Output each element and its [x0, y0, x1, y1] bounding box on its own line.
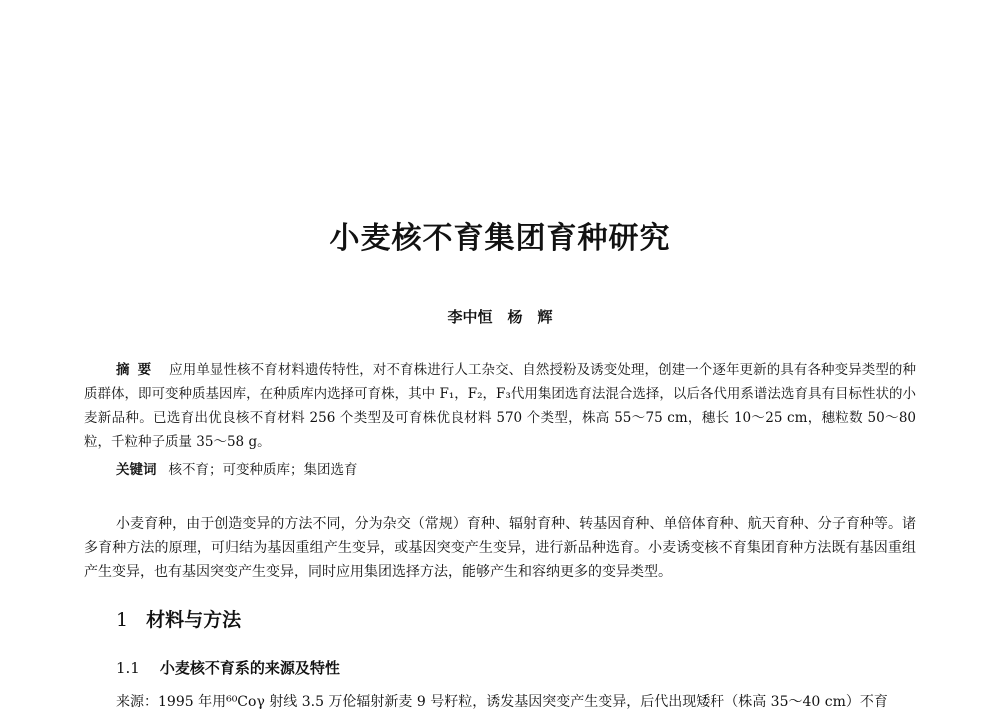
keywords-text: 核不育；可变种质库；集团选育 — [168, 462, 358, 478]
subsection-number: 1.1 — [116, 659, 140, 677]
abstract — [84, 358, 916, 454]
section-heading-1 — [116, 605, 241, 632]
source-paragraph: 来源：1995 年用⁶⁰Coγ 射线 3.5 万伦辐射新麦 9 号籽粒，诱发基因突变产生变异，后代出现矮秆（株高 35～40 cm）不育 — [116, 694, 888, 710]
keywords-label: 关键词 — [116, 462, 157, 478]
intro-paragraph: 小麦育种，由于创造变异的方法不同，分为杂交（常规）育种、辐射育种、转基因育种、单倍体育种、航天育种、分子育种等。诸多育种方法的原理，可归结为基因重组产生变异，或基因突变产生变异，进行新品种选育。小麦诱变核不育集团育种方法既有基因重组产生变异，也有基因突变产生变异，同时应用集团选择方法，能够产生和容纳更多的变异类型。 — [84, 516, 916, 580]
abstract-label: 摘要 — [116, 362, 160, 378]
subsection-heading-1-1 — [116, 657, 340, 678]
section-number: 1 — [116, 609, 129, 631]
paper-title: 小麦核不育集团育种研究 — [329, 221, 671, 256]
authors: 李中恒 杨 辉 — [447, 308, 553, 326]
abstract-text: 应用单显性核不育材料遗传特性，对不育株进行人工杂交、自然授粉及诱变处理，创建一个逐年更新的具有各种变异类型的种质群体，即可变种质基因库，在种质库内选择可育株，其中 F₁，F₂，F₃代用集团选育法混合选择，以后各代用系谱法选育具有目标性状的小麦新品种。已选育出优良核不育材料 256 个类型及可育株优良材料 570 个类型，株高 55～75 cm，穗长 10～25 cm，穗粒数 50～80 粒，千粒种子质量 35～58 g。 — [84, 362, 917, 450]
keywords — [116, 459, 916, 481]
subsection-title: 小麦核不育系的来源及特性 — [159, 659, 340, 677]
section-title: 材料与方法 — [146, 609, 242, 631]
